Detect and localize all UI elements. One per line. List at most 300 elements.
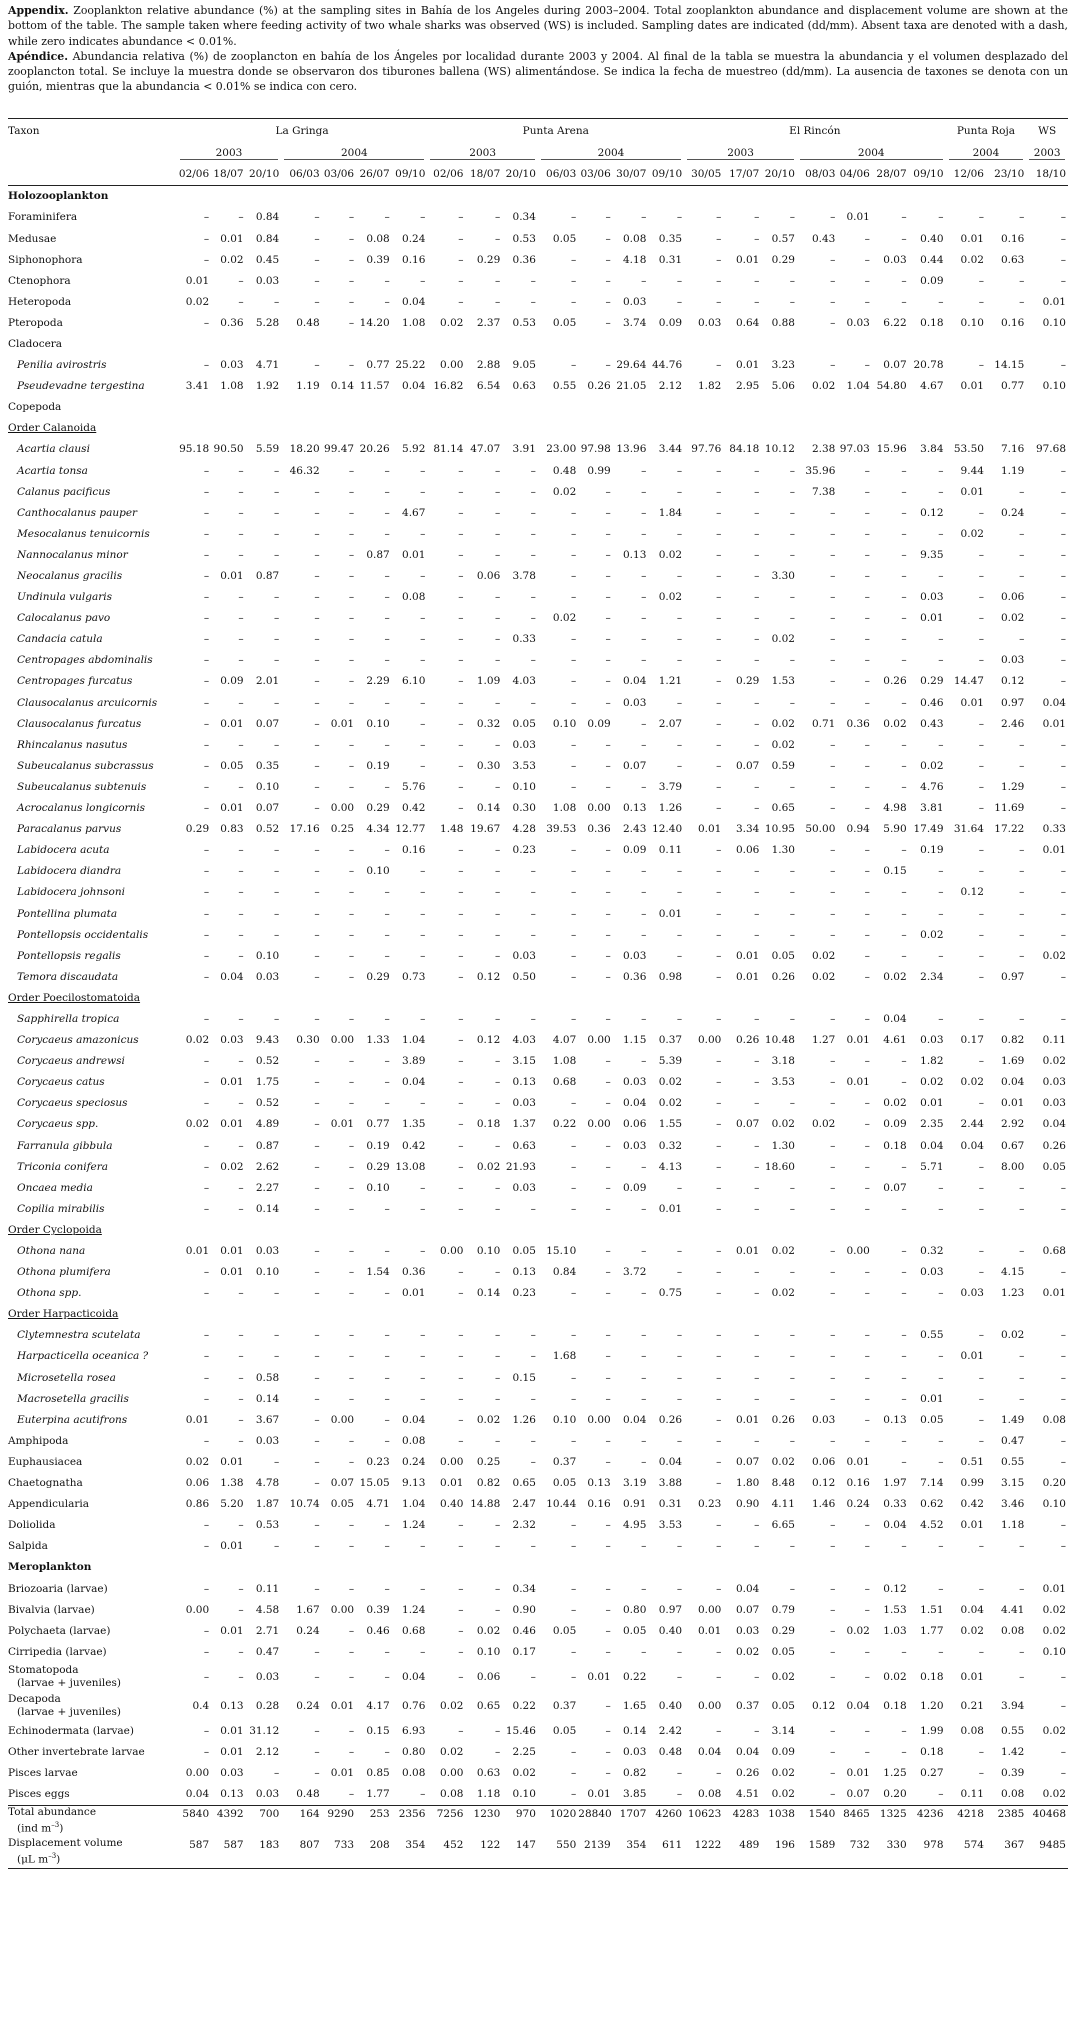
abundance-cell: – (901, 1392, 907, 1405)
abundance-cell: – (1060, 548, 1066, 561)
abundance-cell: – (495, 1076, 501, 1089)
abundance-cell: – (938, 949, 944, 962)
table-row (8, 1262, 1068, 1283)
taxon-name (8, 1691, 177, 1720)
abundance-cell (837, 397, 871, 418)
abundance-cell (578, 1304, 612, 1325)
abundance-cell: – (203, 970, 210, 983)
abundance-cell: – (901, 464, 907, 477)
abundance-cell: – (1060, 211, 1066, 224)
abundance-cell: 0.27 (920, 1767, 944, 1780)
abundance-cell: – (864, 759, 870, 772)
abundance-cell: – (238, 1392, 244, 1405)
abundance-cell: 0.52 (255, 1055, 280, 1068)
abundance-cell: – (203, 1287, 210, 1300)
abundance-cell: – (605, 1767, 611, 1780)
table-row (8, 924, 1068, 945)
abundance-cell: – (420, 570, 426, 583)
abundance-cell (872, 1557, 909, 1578)
abundance-cell: – (605, 1745, 611, 1758)
abundance-cell (684, 987, 723, 1008)
abundance-cell: – (314, 485, 320, 498)
abundance-cell: – (203, 1519, 210, 1532)
abundance-cell: 0.09 (220, 675, 244, 688)
abundance-cell: – (1019, 1350, 1025, 1363)
abundance-cell: – (1019, 759, 1025, 772)
abundance-cell: – (274, 1455, 280, 1468)
abundance-cell: – (530, 696, 536, 709)
abundance-cell: – (274, 865, 280, 878)
abundance-cell: – (238, 780, 244, 793)
abundance-cell: – (420, 654, 426, 667)
abundance-cell: 1.30 (771, 1139, 795, 1152)
abundance-cell: – (238, 1012, 244, 1025)
abundance-cell: – (384, 1413, 390, 1426)
abundance-cell (578, 185, 612, 207)
abundance-cell: – (458, 759, 464, 772)
abundance-cell: – (203, 865, 210, 878)
abundance-cell: 97.68 (1035, 443, 1066, 456)
taxon-name: Order Poecilostomatoida (8, 991, 141, 1004)
abundance-cell: – (203, 949, 210, 962)
abundance-cell: – (830, 1519, 836, 1532)
abundance-cell: 0.02 (658, 548, 683, 561)
abundance-cell: – (641, 612, 647, 625)
abundance-cell: 0.26 (771, 1413, 795, 1426)
abundance-cell (872, 1304, 909, 1325)
abundance-cell: 0.07 (735, 1118, 760, 1131)
abundance-cell: – (830, 886, 836, 899)
total-cell: 2139 (578, 1837, 612, 1869)
abundance-cell: – (938, 1287, 944, 1300)
abundance-cell: – (420, 907, 426, 920)
abundance-cell: 1.08 (220, 380, 244, 393)
abundance-cell: 0.00 (440, 1767, 464, 1780)
abundance-cell: – (641, 780, 647, 793)
taxon-name: Meroplankton (8, 1561, 92, 1574)
total-cell: 1540 (797, 1805, 837, 1837)
abundance-cell: – (495, 1012, 501, 1025)
abundance-cell: – (901, 591, 907, 604)
year-header: 2003 (1026, 143, 1068, 164)
abundance-cell: – (938, 1540, 944, 1553)
abundance-cell: – (978, 1329, 984, 1342)
abundance-cell: – (348, 970, 355, 983)
abundance-cell: – (314, 1118, 320, 1131)
abundance-cell: – (203, 844, 210, 857)
abundance-cell: – (978, 612, 984, 625)
year-header: 2004 (281, 143, 427, 164)
abundance-cell: – (314, 1455, 320, 1468)
taxon-name: Chaetognatha (8, 1477, 83, 1490)
abundance-cell (797, 185, 837, 207)
abundance-cell: 0.35 (658, 232, 683, 245)
total-cell: 147 (502, 1837, 538, 1869)
abundance-cell: – (864, 654, 870, 667)
abundance-cell (502, 185, 538, 207)
abundance-cell: – (495, 907, 501, 920)
abundance-cell: – (530, 1670, 536, 1683)
abundance-cell: – (716, 865, 722, 878)
abundance-cell: – (458, 1181, 464, 1194)
abundance-cell: 0.03 (623, 696, 647, 709)
abundance-cell: 0.87 (255, 1139, 280, 1152)
abundance-cell (761, 333, 797, 354)
abundance-cell (465, 1219, 502, 1240)
abundance-cell: 1.04 (846, 380, 870, 393)
abundance-cell: 0.77 (1000, 380, 1025, 393)
abundance-cell: – (495, 527, 501, 540)
abundance-cell: – (1060, 654, 1066, 667)
abundance-cell: 0.77 (366, 359, 390, 372)
abundance-cell: 0.04 (1000, 1076, 1025, 1089)
abundance-cell: – (420, 1645, 426, 1658)
abundance-cell: – (605, 612, 611, 625)
abundance-cell: – (605, 970, 611, 983)
abundance-cell: 0.80 (623, 1603, 647, 1616)
abundance-cell: 0.02 (920, 759, 944, 772)
abundance-cell: 0.03 (1042, 1076, 1066, 1089)
table-row (8, 1473, 1068, 1494)
abundance-cell: – (830, 780, 836, 793)
table-row (8, 1219, 1068, 1240)
abundance-cell (684, 185, 723, 207)
abundance-cell: – (1060, 1767, 1066, 1780)
abundance-cell: – (864, 1519, 870, 1532)
abundance-cell: – (238, 696, 244, 709)
abundance-cell: – (420, 759, 426, 772)
abundance-cell: – (676, 1181, 683, 1194)
table-row (8, 987, 1068, 1008)
abundance-cell: 0.05 (920, 1413, 944, 1426)
abundance-cell: – (314, 295, 320, 308)
abundance-cell: – (978, 1745, 984, 1758)
abundance-cell: – (754, 506, 760, 519)
abundance-cell: – (978, 1371, 984, 1384)
abundance-cell: – (274, 907, 280, 920)
abundance-cell: – (495, 1202, 501, 1215)
total-cell: 574 (946, 1837, 986, 1869)
date-header: 09/10 (909, 164, 946, 186)
abundance-cell: – (458, 675, 464, 688)
abundance-cell: – (530, 1434, 536, 1447)
abundance-cell: – (676, 949, 683, 962)
abundance-cell: – (420, 1392, 426, 1405)
total-cell: 4283 (723, 1805, 761, 1837)
taxon-name: Calanus pacificus (17, 485, 111, 498)
abundance-cell: – (901, 548, 907, 561)
abundance-cell: 1.69 (1000, 1055, 1025, 1068)
abundance-cell (797, 418, 837, 439)
abundance-cell (684, 1219, 723, 1240)
abundance-cell: 14.88 (470, 1498, 501, 1511)
abundance-cell (246, 418, 282, 439)
abundance-cell: – (901, 654, 907, 667)
abundance-cell: 0.01 (402, 548, 426, 561)
abundance-cell: 0.03 (623, 1745, 647, 1758)
abundance-cell: – (274, 1012, 280, 1025)
abundance-cell: – (605, 211, 611, 224)
abundance-cell: 1.68 (552, 1350, 577, 1363)
abundance-cell: – (938, 485, 944, 498)
table-row (8, 1051, 1068, 1072)
abundance-cell: – (203, 211, 210, 224)
abundance-cell: 0.34 (512, 211, 536, 224)
abundance-cell: – (1060, 1350, 1066, 1363)
abundance-cell: – (830, 654, 836, 667)
abundance-cell: – (901, 1329, 907, 1342)
abundance-cell: 0.12 (960, 886, 984, 899)
abundance-cell: 0.20 (883, 1788, 907, 1801)
abundance-cell: – (495, 1434, 501, 1447)
total-label (8, 1805, 177, 1837)
abundance-cell: – (830, 738, 836, 751)
abundance-cell: – (1019, 1371, 1025, 1384)
abundance-cell: – (864, 506, 870, 519)
abundance-cell: – (676, 1350, 683, 1363)
abundance-cell: 0.01 (220, 570, 244, 583)
abundance-cell: – (754, 570, 760, 583)
abundance-cell: – (420, 1245, 426, 1258)
taxon-name: Salpida (8, 1540, 48, 1553)
abundance-cell: – (830, 316, 836, 329)
total-cell: 807 (281, 1837, 321, 1869)
abundance-cell: 0.26 (883, 675, 907, 688)
abundance-cell: – (864, 1055, 870, 1068)
taxon-name: Clausocalanus furcatus (17, 717, 142, 730)
abundance-cell: – (495, 738, 501, 751)
abundance-cell (356, 397, 392, 418)
table-row (8, 291, 1068, 312)
abundance-cell: – (641, 1245, 647, 1258)
abundance-cell: – (938, 527, 944, 540)
abundance-cell: – (571, 1160, 577, 1173)
abundance-cell: 1.53 (771, 675, 795, 688)
taxon-name: Echinodermata (larvae) (8, 1724, 134, 1737)
abundance-cell: – (495, 654, 501, 667)
abundance-cell: – (274, 1350, 280, 1363)
abundance-cell (356, 1557, 392, 1578)
abundance-cell: – (716, 1767, 722, 1780)
abundance-cell: – (830, 1745, 836, 1758)
site-header-el-rincon: El Rincón (684, 118, 945, 143)
abundance-cell: – (938, 1181, 944, 1194)
abundance-cell (648, 185, 684, 207)
abundance-cell: – (605, 1582, 611, 1595)
abundance-cell: 1.38 (220, 1477, 244, 1490)
abundance-cell: – (641, 1455, 647, 1468)
abundance-cell: – (676, 1392, 683, 1405)
abundance-cell: – (530, 1540, 536, 1553)
abundance-cell: – (458, 612, 464, 625)
abundance-cell: – (864, 1603, 870, 1616)
taxon-name: Sapphirella tropica (17, 1012, 120, 1025)
abundance-cell: – (716, 464, 722, 477)
abundance-cell: – (238, 274, 244, 287)
abundance-cell: 97.03 (839, 443, 870, 456)
abundance-cell: – (1060, 485, 1066, 498)
abundance-cell: – (274, 506, 280, 519)
abundance-cell: – (314, 717, 320, 730)
abundance-cell: – (641, 527, 647, 540)
abundance-cell: – (571, 675, 577, 688)
abundance-cell: 0.97 (1000, 696, 1025, 709)
abundance-cell: – (978, 548, 984, 561)
abundance-cell: 0.04 (920, 1139, 944, 1152)
abundance-cell: – (458, 1055, 464, 1068)
abundance-cell: – (1060, 633, 1066, 646)
abundance-cell: 1.35 (402, 1118, 426, 1131)
date-header: 12/06 (946, 164, 986, 186)
abundance-cell: – (938, 738, 944, 751)
abundance-cell: – (314, 253, 320, 266)
abundance-cell: – (716, 232, 722, 245)
table-row (8, 418, 1068, 439)
abundance-cell: – (754, 865, 760, 878)
abundance-cell (427, 1304, 465, 1325)
abundance-cell (465, 418, 502, 439)
total-cell: 7256 (427, 1805, 465, 1837)
abundance-cell (392, 418, 428, 439)
abundance-cell: 0.29 (366, 970, 390, 983)
table-row (8, 1346, 1068, 1367)
abundance-cell: – (605, 1645, 611, 1658)
abundance-cell: – (864, 1413, 870, 1426)
abundance-cell: 39.53 (546, 823, 577, 836)
abundance-cell: 0.01 (920, 612, 944, 625)
abundance-cell: – (864, 274, 870, 287)
abundance-cell: – (571, 253, 577, 266)
abundance-cell (1026, 397, 1068, 418)
abundance-cell: – (901, 1160, 907, 1173)
abundance-cell: 0.02 (220, 1160, 244, 1173)
abundance-cell: – (605, 1055, 611, 1068)
abundance-cell: – (830, 1392, 836, 1405)
abundance-cell: – (530, 886, 536, 899)
abundance-cell: – (830, 1287, 836, 1300)
abundance-cell: – (1060, 274, 1066, 287)
abundance-cell: – (716, 1645, 722, 1658)
abundance-cell: 0.26 (658, 1413, 683, 1426)
abundance-cell: 3.15 (1000, 1477, 1025, 1490)
abundance-cell: 0.23 (512, 1287, 536, 1300)
abundance-cell: – (716, 1350, 722, 1363)
abundance-cell: – (605, 1350, 611, 1363)
abundance-cell: 0.05 (552, 1724, 577, 1737)
abundance-cell: 0.71 (811, 717, 836, 730)
abundance-cell: – (1019, 844, 1025, 857)
abundance-cell: – (384, 1645, 390, 1658)
abundance-cell: – (1019, 633, 1025, 646)
abundance-cell: – (830, 548, 836, 561)
abundance-cell: 0.10 (1042, 1645, 1066, 1658)
total-label-line: Total abundance (8, 1806, 97, 1819)
abundance-cell (356, 418, 392, 439)
abundance-cell: – (754, 738, 760, 751)
abundance-cell: 0.02 (811, 970, 836, 983)
abundance-cell: – (384, 1097, 390, 1110)
abundance-cell: – (203, 1012, 210, 1025)
abundance-cell: 0.82 (623, 1767, 647, 1780)
abundance-cell: – (716, 907, 722, 920)
abundance-cell: – (1060, 1329, 1066, 1342)
abundance-cell: – (754, 1012, 760, 1025)
abundance-cell: 4.98 (883, 802, 907, 815)
abundance-cell: 0.03 (512, 1181, 536, 1194)
abundance-cell (761, 1304, 797, 1325)
abundance-cell: 5.76 (402, 780, 426, 793)
abundance-cell: 0.04 (402, 1076, 426, 1089)
abundance-cell: – (830, 1202, 836, 1215)
table-row (8, 1135, 1068, 1156)
abundance-cell: – (203, 1540, 210, 1553)
abundance-cell: – (605, 274, 611, 287)
abundance-cell: – (571, 633, 577, 646)
total-cell: 208 (356, 1837, 392, 1869)
abundance-cell: – (203, 591, 210, 604)
abundance-cell: – (348, 253, 355, 266)
abundance-cell: – (458, 253, 464, 266)
abundance-cell: – (238, 738, 244, 751)
abundance-cell: – (571, 738, 577, 751)
abundance-cell: – (641, 274, 647, 287)
abundance-cell: 0.15 (512, 1371, 536, 1384)
total-cell: 9485 (1026, 1837, 1068, 1869)
abundance-cell: – (864, 1266, 870, 1279)
abundance-cell: 4.03 (512, 1034, 536, 1047)
abundance-cell: 0.02 (811, 949, 836, 962)
abundance-cell: 1.46 (811, 1498, 836, 1511)
abundance-cell: – (420, 1582, 426, 1595)
abundance-cell: – (864, 548, 870, 561)
abundance-cell: – (203, 1645, 210, 1658)
abundance-cell: 14.47 (953, 675, 984, 688)
abundance-cell: – (571, 1202, 577, 1215)
abundance-cell: – (314, 1477, 320, 1490)
abundance-cell: – (348, 1350, 355, 1363)
abundance-cell: – (830, 1139, 836, 1152)
table-row (8, 1784, 1068, 1806)
taxon-name: Undinula vulgaris (17, 591, 112, 604)
abundance-cell: 0.14 (476, 802, 501, 815)
abundance-cell: – (789, 464, 795, 477)
abundance-cell: 0.43 (811, 232, 836, 245)
abundance-cell: – (348, 295, 355, 308)
abundance-cell: – (716, 295, 722, 308)
abundance-cell: 4.03 (512, 675, 536, 688)
abundance-cell: – (605, 295, 611, 308)
abundance-cell: – (789, 1097, 795, 1110)
abundance-cell: 3.53 (512, 759, 536, 772)
abundance-cell (986, 1304, 1026, 1325)
abundance-cell: – (274, 928, 280, 941)
abundance-cell: – (830, 675, 836, 688)
abundance-cell: – (605, 1699, 611, 1712)
abundance-cell: 0.02 (1042, 1603, 1066, 1616)
abundance-cell: – (1019, 1670, 1025, 1683)
abundance-cell: 0.02 (185, 1455, 210, 1468)
abundance-cell: – (495, 1139, 501, 1152)
abundance-cell: – (348, 780, 355, 793)
abundance-cell: – (864, 1139, 870, 1152)
abundance-cell: – (571, 1287, 577, 1300)
abundance-cell: – (384, 907, 390, 920)
abundance-cell: – (384, 506, 390, 519)
abundance-cell (392, 397, 428, 418)
abundance-cell: 3.41 (185, 380, 210, 393)
abundance-cell: – (864, 970, 870, 983)
total-cell: 196 (761, 1837, 797, 1869)
